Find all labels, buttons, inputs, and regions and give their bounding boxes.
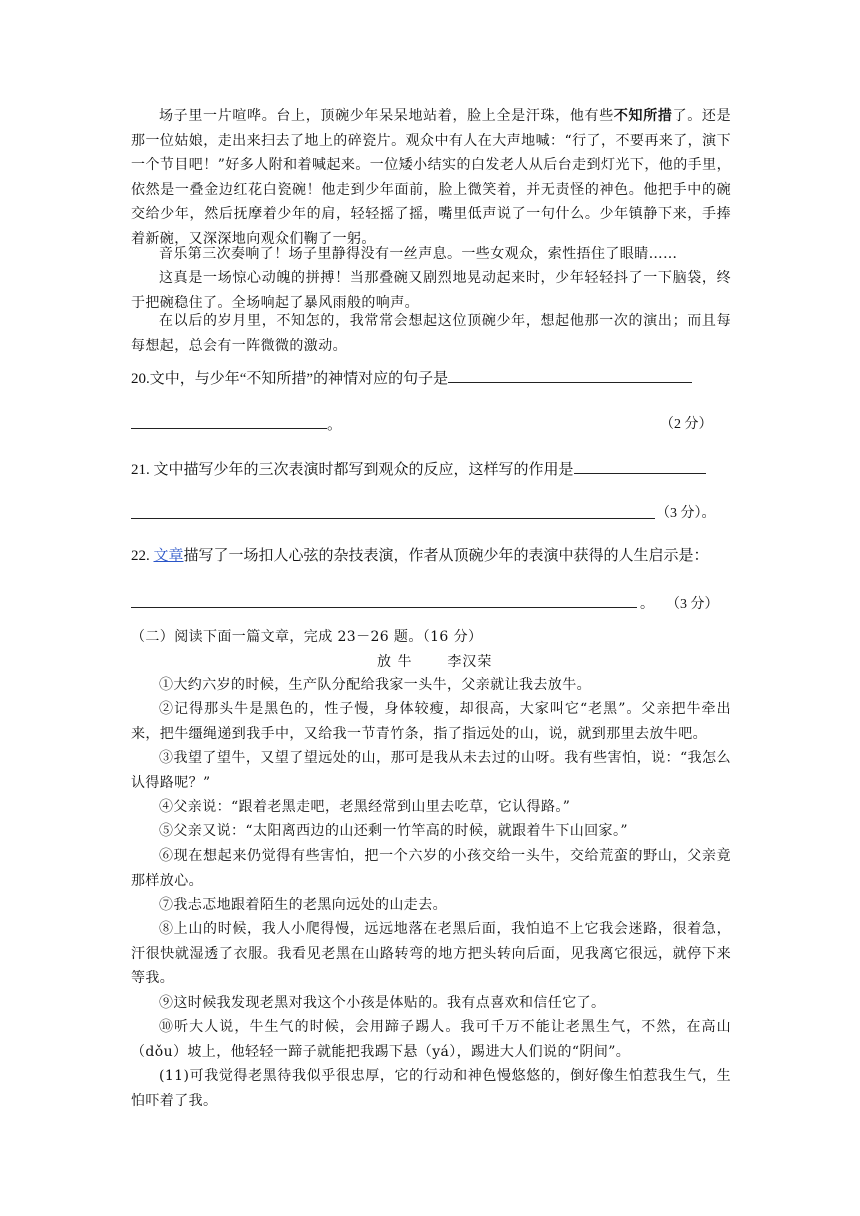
article-paragraph-5: ⑤父亲又说：“太阳离西边的山还剩一竹竿高的时候，就跟着牛下山回家。” xyxy=(159,823,628,839)
question-20: 20.文中，与少年“不知所措”的神情对应的句子是 xyxy=(131,367,731,389)
article-paragraph-9: ⑨这时候我发现老黑对我这个小孩是体贴的。我有点喜欢和信任它了。 xyxy=(159,995,606,1011)
question-21: 21. 文中描写少年的三次表演时都写到观众的反应，这样写的作用是 xyxy=(131,458,731,480)
section-heading: （二）阅读下面一篇文章，完成 23－26 题。（16 分） xyxy=(131,629,483,645)
question-22: 22. 文章描写了一场扣人心弦的杂技表演，作者从顶碗少年的表演中获得的人生启示是： xyxy=(131,548,709,564)
question-22-end: 。 xyxy=(640,597,654,612)
question-21-score: （3 分）。 xyxy=(656,506,716,521)
answer-blank[interactable] xyxy=(574,458,706,474)
passage-paragraph-3: 这真是一场惊心动魄的拼搏！当那叠碗又剧烈地晃动起来时，少年轻轻抖了一下脑袋，终于把碗稳住了。全场响起了暴风雨般的响声。 xyxy=(131,270,731,311)
article-paragraph-7: ⑦我忐忑地跟着陌生的老黑向远处的山走去。 xyxy=(159,897,447,913)
article-title-line xyxy=(377,651,492,671)
question-21-line2 xyxy=(131,503,731,525)
article-paragraph-3: ③我望了望牛，又望了望远处的山，那可是我从未去过的山呀。我有些害怕，说：“我怎么认得路呢？” xyxy=(131,750,731,791)
article-paragraph-1: ①大约六岁的时候，生产队分配给我家一头牛，父亲就让我去放牛。 xyxy=(159,677,591,693)
article-paragraph-2: ②记得那头牛是黑色的，性子慢，身体较瘦，却很高，大家叫它“老黑”。父亲把牛牵出来，把牛缰绳递到我手中，又给我一节青竹条，指了指远处的山，说，就到那里去放牛吧。 xyxy=(131,701,731,742)
question-20-line2: 。 xyxy=(131,413,731,435)
article-link[interactable]: 文章 xyxy=(153,548,184,564)
answer-blank[interactable] xyxy=(131,592,637,608)
article-paragraph-6: ⑥现在想起来仍觉得有些害怕，把一个六岁的小孩交给一头牛，交给荒蛮的野山，父亲竟那样放心。 xyxy=(131,848,731,889)
article-paragraph-11: (11)可我觉得老黑待我似乎很忠厚，它的行动和神色慢悠悠的，倒好像生怕惹我生气，生怕吓着了我。 xyxy=(131,1068,731,1109)
question-20-score: （2 分） xyxy=(660,417,713,432)
question-22-score: （3 分） xyxy=(666,597,719,612)
passage-paragraph-2: 音乐第三次奏响了！场子里静得没有一丝声息。一些女观众，索性捂住了眼睛…… xyxy=(159,246,678,262)
passage-paragraph-1: 场子里一片喧哗。台上，顶碗少年呆呆地站着，脸上全是汗珠，他有些不知所措了。还是那一位姑娘，走出来扫去了地上的碎瓷片。观众中有人在大声地喊：“行了，不要再来了，演下一个节目吧！”好多人附和着喊起来。一位矮小结实的白发老人从后台走到灯光下，他的手里，依然是一叠金边红花白瓷碗！他走到少年面前，脸上微笑着，并无责怪的神色。他把手中的碗交给少年，然后抚摩着少年的肩，轻轻摇了摇，嘴里低声说了一句什么。少年镇静下来，手捧着新碗，又深深地向观众们鞠了一躬。 xyxy=(131,108,731,247)
article-paragraph-10: ⑩听大人说，牛生气的时候，会用蹄子踢人。我可千万不能让老黑生气，不然，在高山（dǒu）坡上，他轻轻一蹄子就能把我踢下悬（yá），踢进大人们说的“阴间”。 xyxy=(131,1019,731,1060)
article-title: 放 牛 xyxy=(377,654,413,670)
bold-phrase: 不知所措 xyxy=(613,108,673,124)
passage-paragraph-4: 在以后的岁月里，不知怎的，我常常会想起这位顶碗少年，想起他那一次的演出；而且每每想起，总会有一阵微微的激动。 xyxy=(131,313,731,354)
answer-blank[interactable] xyxy=(131,413,327,429)
article-paragraph-8: ⑧上山的时候，我人小爬得慢，远远地落在老黑后面，我怕追不上它我会迷路，很着急，汗很快就湿透了衣服。我看见老黑在山路转弯的地方把头转向后面，见我离它很远，就停下来等我。 xyxy=(131,921,731,987)
answer-blank[interactable] xyxy=(448,367,692,383)
article-author: 李汉荣 xyxy=(447,654,493,670)
answer-blank[interactable] xyxy=(131,503,655,519)
article-paragraph-4: ④父亲说：“跟着老黑走吧，老黑经常到山里去吃草，它认得路。” xyxy=(159,799,571,815)
